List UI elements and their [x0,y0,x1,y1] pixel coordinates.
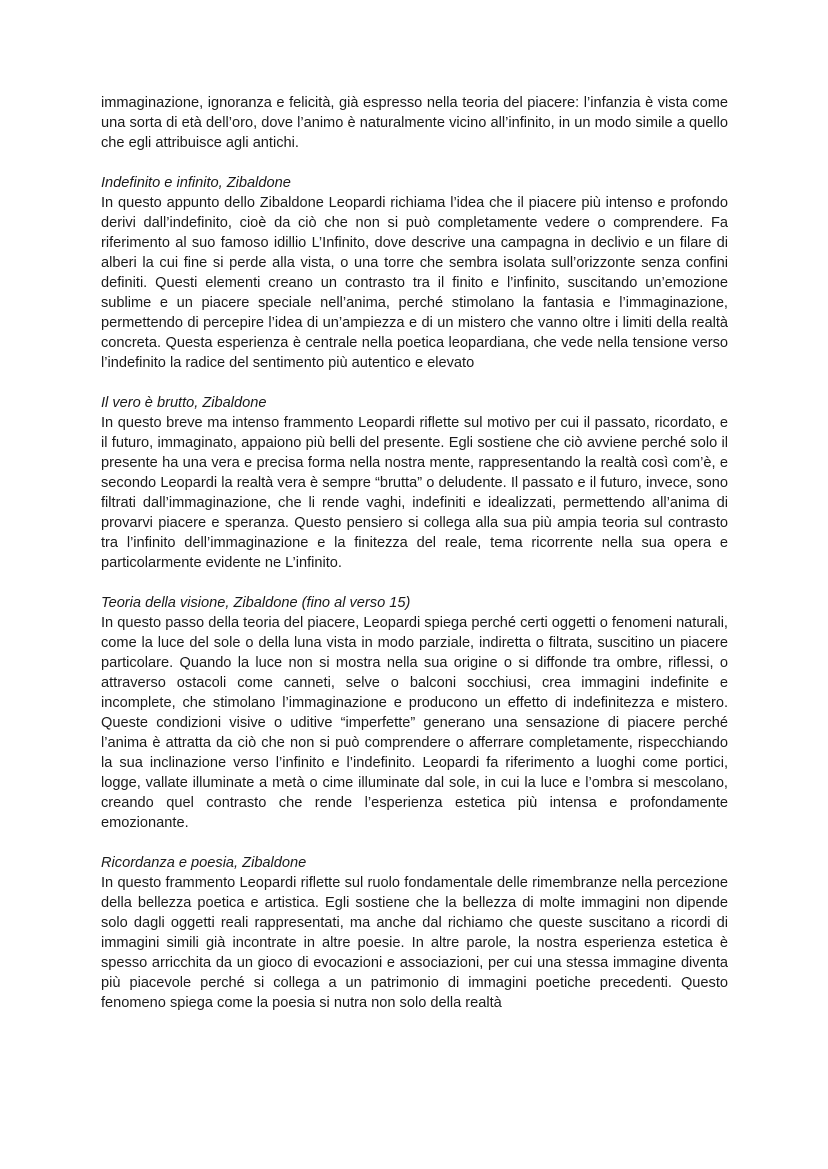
section-indefinito-e-infinito [101,173,728,373]
section-title: Il vero è brutto, Zibaldone [101,395,267,411]
section-il-vero-e-brutto [101,393,728,573]
section-teoria-della-visione [101,593,728,833]
document-page [101,93,728,1013]
section-body: In questo passo della teoria del piacere, Leopardi spiega perché certi oggetti o fenomeni naturali, come la luce del sole o della luna vista in modo parziale, indiretta o filtrata, suscitino un piacere particolare. Quando la luce non si mostra nella sua origine o si diffonde tra ombre, riflessi, o attraverso ostacoli come canneti, selve o balconi socchiusi, crea immagini indefinite e incomplete, che stimolano l’immaginazione e producono un effetto di indefinitezza e mistero. Queste condizioni visive o uditive “imperfette” generano una sensazione di piacere perché l’anima è attratta da ciò che non si può comprendere o afferrare completamente, rispecchiando la sua inclinazione verso l’infinito e l’indefinito. Leopardi fa riferimento a luoghi come portici, logge, vallate illuminate a metà o cime illuminate dal sole, in cui la luce e l’ombra si mescolano, creando quel contrasto che rende l’esperienza estetica più intensa e profondamente emozionante. [101,615,728,831]
section-ricordanza-e-poesia [101,853,728,1013]
section-title: Ricordanza e poesia, Zibaldone [101,855,307,871]
intro-paragraph: immaginazione, ignoranza e felicità, già espresso nella teoria del piacere: l’infanzia è vista come una sorta di età dell’oro, dove l’animo è naturalmente vicino all’infinito, in un modo simile a quello che egli attribuisce agli antichi. [101,95,728,151]
section-title: Teoria della visione, Zibaldone (fino al verso 15) [101,595,411,611]
section-title: Indefinito e infinito, Zibaldone [101,175,291,191]
section-body: In questo breve ma intenso frammento Leopardi riflette sul motivo per cui il passato, ricordato, e il futuro, immaginato, appaiono più belli del presente. Egli sostiene che ciò avviene perché solo il presente ha una vera e precisa forma nella nostra mente, rappresentando la realtà così com’è, e secondo Leopardi la realtà vera è sempre “brutta” o deludente. Il passato e il futuro, invece, sono filtrati dall’immaginazione, che li rende vaghi, indefiniti e idealizzati, permettendo all’anima di provarvi piacere e speranza. Questo pensiero si collega alla sua più ampia teoria sul contrasto tra l’infinito dell’immaginazione e la finitezza del reale, tema ricorrente nella sua opera e particolarmente evidente ne L’infinito. [101,415,728,571]
section-body: In questo appunto dello Zibaldone Leopardi richiama l’idea che il piacere più intenso e profondo derivi dall’indefinito, cioè da ciò che non si può completamente vedere o comprendere. Fa riferimento al suo famoso idillio L’Infinito, dove descrive una campagna in declivio e un filare di alberi la cui fine si perde alla vista, o una torre che sembra isolata sull’orizzonte senza confini definiti. Questi elementi creano un contrasto tra il finito e l’infinito, suscitando un’emozione sublime e un piacere speciale nell’anima, perché stimolano la fantasia e l’immaginazione, permettendo di percepire l’idea di un’ampiezza e di un mistero che vanno oltre i limiti della realtà concreta. Questa esperienza è centrale nella poetica leopardiana, che vede nella tensione verso l’indefinito la radice del sentimento più autentico e elevato [101,195,728,371]
section-body: In questo frammento Leopardi riflette sul ruolo fondamentale delle rimembranze nella percezione della bellezza poetica e artistica. Egli sostiene che la bellezza di molte immagini non dipende solo dagli oggetti reali rappresentati, ma anche dal richiamo che queste suscitano a ricordi di immagini simili già incontrate in altre poesie. In altre parole, la nostra esperienza estetica è spesso arricchita da un gioco di evocazioni e associazioni, per cui una stessa immagine diventa più piacevole perché si collega a un patrimonio di immagini poetiche precedenti. Questo fenomeno spiega come la poesia si nutra non solo della realtà [101,875,728,1011]
